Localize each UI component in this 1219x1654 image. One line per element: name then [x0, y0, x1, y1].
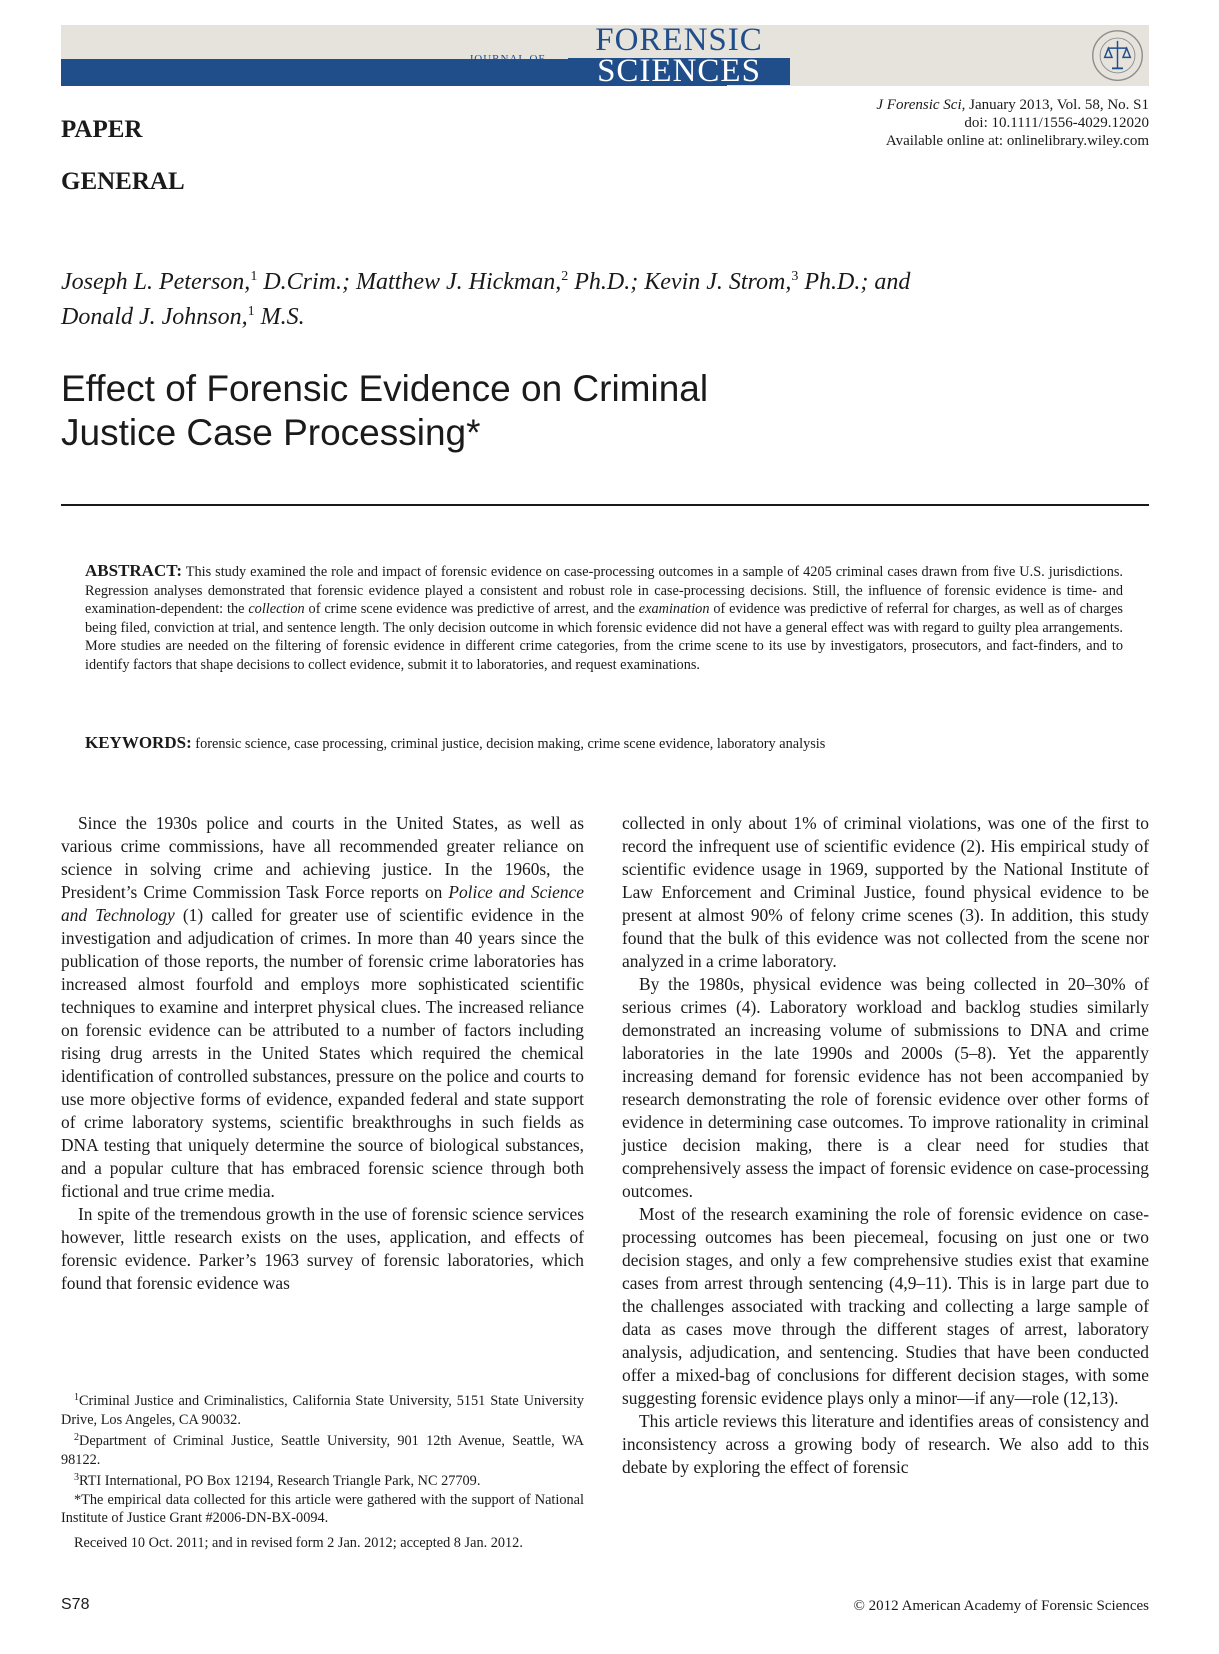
journal-name-top: FORENSIC [595, 22, 763, 58]
journal-prefix: JOURNAL OF [469, 53, 546, 65]
abstract-text: of crime scene evidence was predictive of arrest, and the [304, 601, 639, 617]
report-title: Police and Science and Technology [61, 882, 584, 925]
issue-info: , January 2013, Vol. 58, No. S1 [961, 97, 1149, 113]
keywords [85, 733, 1125, 753]
author-list [61, 262, 1061, 332]
page-number: S78 [61, 1596, 90, 1613]
category-label: GENERAL [61, 168, 185, 195]
author-name: Joseph L. Peterson, [61, 269, 251, 295]
footnotes [61, 1389, 584, 1552]
article-title: Effect of Forensic Evidence on Criminal Justice Case Processing* [61, 368, 709, 453]
body-paragraph [61, 812, 584, 1203]
author-degree: M.S. [254, 304, 305, 330]
author-name: Kevin J. Strom, [638, 269, 792, 295]
citation-block [876, 96, 1149, 150]
footnote-mark: 1 [74, 1392, 79, 1403]
body-paragraph: Most of the research examining the role of forensic evidence on case-processing outcomes has been piecemeal, focusing on just one or two decision stages, and only a few comprehensive studies exist that examine cases from arrest through sentencing (4,9–11). This is in large part due to the challenges associated with tracking and collecting a large sample of data as cases move through the different stages of arrest, laboratory analysis, adjudication, and sentencing. Studies that have been conducted offer a mixed-bag of conclusions for different decision stages, with some suggesting forensic evidence plays only a minor—if any—role (12,13). [622, 1204, 1149, 1408]
author-name: Matthew J. Hickman, [349, 269, 562, 295]
footnote-text: *The empirical data collected for this article were gathered with the support of National Institute of Justice Grant #2006-DN-BX-0094. [61, 1491, 584, 1526]
footnote [61, 1491, 584, 1528]
body-column-right [622, 812, 1149, 1479]
abstract-label: ABSTRACT: [85, 561, 182, 580]
body-paragraph: In spite of the tremendous growth in the use of forensic science services however, little research exists on the uses, application, and effects of forensic evidence. Parker’s 1963 survey of forensic laboratories, which found that forensic evidence was [61, 1204, 584, 1293]
journal-masthead [568, 22, 790, 89]
section-label: PAPER [61, 116, 143, 143]
footnote-text: Department of Criminal Justice, Seattle University, 901 12th Avenue, Seattle, WA 98122. [61, 1433, 584, 1468]
abstract-emphasis: examination [638, 601, 710, 617]
journal-banner [61, 22, 1149, 89]
footnote-text: Criminal Justice and Criminalistics, California State University, 5151 State University Drive, Los Angeles, CA 90032. [61, 1393, 584, 1428]
academy-seal-icon [1090, 28, 1145, 83]
footnote-mark: 3 [74, 1472, 79, 1483]
footnote-text: RTI International, PO Box 12194, Research Triangle Park, NC 27709. [79, 1473, 481, 1489]
abstract [85, 562, 1123, 674]
body-paragraph: This article reviews this literature and identifies areas of consistency and inconsistency across a growing body of research. We also add to this debate by exploring the effect of forensic [622, 1411, 1149, 1477]
keywords-text: forensic science, case processing, criminal justice, decision making, crime scene evidence, laboratory analysis [191, 736, 826, 752]
abstract-text: of evidence was predictive of referral for charges, as well as of charges being filed, conviction at trial, and sentence length. The only decision outcome in which forensic evidence did not have a general effect was with regard to guilty plea arrangements. More studies are needed on the filtering of forensic evidence in different crime categories, from the crime scene to its use by investigators, prosecutors, and fact-finders, and to identify factors that shape decisions to collect evidence, submit it to laboratories, and request examinations. [85, 601, 1123, 673]
citation-line [876, 96, 1149, 114]
body-paragraph: By the 1980s, physical evidence was being collected in 20–30% of serious crimes (4). Laboratory workload and backlog studies similarly demonstrated an increasing volume of submissions to DNA and crime laboratories in the late 1990s and 2000s (5–8). Yet the apparently increasing demand for forensic evidence has not been accompanied by research demonstrating the role of forensic evidence over other forms of evidence in determining case outcomes. To improve rationality in criminal justice decision making, there is a clear need for studies that comprehensively assess the impact of forensic evidence on case-processing outcomes. [622, 974, 1149, 1201]
author-degree: D.Crim.; [257, 269, 350, 295]
received-dates: Received 10 Oct. 2011; and in revised form 2 Jan. 2012; accepted 8 Jan. 2012. [74, 1534, 523, 1551]
journal-abbreviation: J Forensic Sci [876, 97, 962, 113]
title-divider [61, 504, 1149, 506]
copyright: © 2012 American Academy of Forensic Sciences [853, 1598, 1149, 1614]
author-affiliation: 3 [791, 269, 799, 284]
author-degree: Ph.D.; [568, 269, 639, 295]
author-affiliation: 1 [247, 304, 255, 319]
author-degree: Ph.D.; and [798, 269, 911, 295]
footnote [61, 1389, 584, 1429]
author-affiliation: 1 [250, 269, 258, 284]
footnote [61, 1429, 584, 1469]
abstract-emphasis: collection [248, 601, 305, 617]
body-paragraph: collected in only about 1% of criminal violations, was one of the first to record the infrequent use of scientific evidence (2). His empirical study of scientific evidence usage in 1969, supported by the National Institute of Law Enforcement and Criminal Justice, found physical evidence to be present at almost 90% of felony crime scenes (3). In addition, this study found that the bulk of this evidence was not collected from the scene nor analyzed in a crime laboratory. [622, 813, 1149, 971]
abstract-text: This study examined the role and impact of forensic evidence on case-processing outcomes in a sample of 4205 criminal cases drawn from five U.S. jurisdictions. Regression analyses demonstrated that forensic evidence played a consistent and robust role in case-processing decisions. Still, the influence of forensic evidence is time- and examination-dependent: the [85, 564, 1123, 617]
body-column-left [61, 812, 584, 1295]
keywords-label: KEYWORDS: [85, 733, 192, 752]
body-text: Since the 1930s police and courts in the United States, as well as various crime commissions, have all recommended greater reliance on science in solving crime and achieving justice. In the 1960s, the President’s Crime Commission Task Force reports on [61, 813, 584, 902]
doi[interactable]: doi: 10.1111/1556-4029.12020 [964, 115, 1149, 131]
body-text: (1) called for greater use of scientific evidence in the investigation and adjudication of crimes. In more than 40 years since the publication of those reports, the number of forensic crime laboratories has increased almost fourfold and employs more sophisticated scientific techniques to examine and interpret physical clues. The increased reliance on forensic evidence can be attributed to a number of factors including rising drug arrests in the United States which required the chemical identification of controlled substances, pressure on the police and courts to use more objective forms of evidence, expanded federal and state support of crime laboratory systems, scientific breakthroughs in such fields as DNA testing that uniquely determine the source of biological substances, and a popular culture that has embraced forensic science through both fictional and true crime media. [61, 905, 584, 1201]
author-affiliation: 2 [561, 269, 569, 284]
online-availability: Available online at: onlinelibrary.wiley.com [885, 133, 1149, 149]
footnote-mark: 2 [74, 1432, 79, 1443]
journal-name-bottom: SCIENCES [568, 58, 790, 85]
author-name: Donald J. Johnson, [61, 304, 248, 330]
footnote [61, 1469, 584, 1491]
